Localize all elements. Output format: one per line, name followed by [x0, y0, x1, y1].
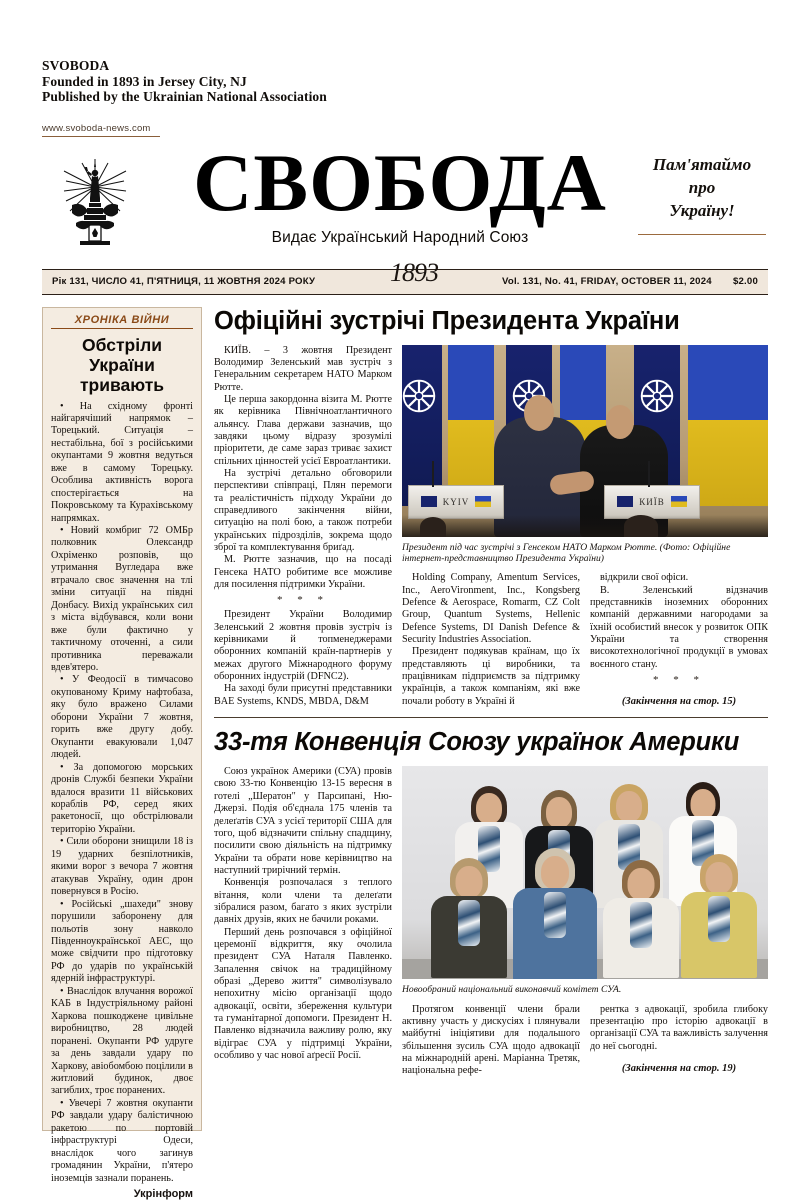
story2-lower-columns [402, 1004, 768, 1078]
story-presidential-meetings [214, 307, 768, 709]
sidebar-bullet: • Сили оборони знищили 18 із 19 ударних безпілотників, якими ворог з вечора 7 жовтня атакував Україну, один дрон повернувся в Росію. [51, 836, 193, 898]
story1-para: КИЇВ. – 3 жовтня Президент Володимир Зеленський мав зустріч з Генеральним секретарем НАТО Марком Рютте. [214, 344, 392, 393]
story1-jump-line: (Закінчення на стор. 15) [621, 696, 737, 708]
sidebar-body [51, 401, 193, 1186]
podium-left [408, 485, 504, 519]
story1-column-2 [402, 572, 580, 708]
sidebar-bullet: • За допомогою морських дронів Службі безпеки України вдалося вразити 11 військових кораблів РФ, серед яких ракетоносії, що обстрілювали територію України. [51, 761, 193, 835]
story2-para: Перший день розпочався з офіційної церемонії відкриття, яку очолила президент СУА Наталя Павленко. Запалення свічок на традиційному образі „Дерево життя" символізувало непохитну місію організації щодо адвокації, освіти, збереження культури та гуманітарної допомоги. Президент Н. Павленко відзначила важливу ролю, яку відіграє СУА у підтримці України, особливо у час нової аґресії Росії. [214, 926, 392, 1062]
story2-column-3 [590, 1004, 768, 1078]
masthead-nameplate [160, 136, 640, 247]
story1-photo-caption: Президент під час зустрічі з Генсеком НАТО Марком Рютте. (Фото: Офіційне інтернет-представництво Президента України) [402, 541, 731, 564]
podium-right [604, 485, 700, 519]
sidebar-bullet: • У Феодосії в тимчасово окупованому Криму нафтобаза, яку було вражено Силами оборони України 7 жовтня, горить вже другу добу. Окупанти евакуювали 1,047 людей. [51, 674, 193, 761]
story-suа-convention [214, 728, 768, 1077]
story1-para: Президент України Володимир Зеленський 2 жовтня провів зустріч із керівниками й топменеджерами оборонних компаній країн-партнерів у межах другого Міжнародного форуму оборонних індустрій (DFNC2). [214, 609, 392, 683]
masthead [42, 136, 768, 265]
issue-price: $2.00 [732, 276, 758, 287]
story2-para: Союз українок Америки (СУА) провів свою 33-тю Конвенцію 13-15 вересня в готелі „Шератон" у Парсипані, Ню-Джерзі. Подія об'єднала 175 членів та делеґатів СУА з усієї території США для того, щоб відзначити спільну спадщину, посилити свою діяльність на підтримку України та обрати нове керівництво на наступний трирічний термін. [214, 766, 392, 876]
publication-founded: Founded in 1893 in Jersey City, NJ [42, 73, 247, 89]
story-divider [214, 717, 768, 718]
slogan-divider [638, 234, 766, 235]
sidebar-bullet: • На східному фронті найгарячіший напрямок – Торецький. Ситуація – нестабільна, бої з російськими окупантами 9 жовтня ведуться вже в самому Торецьку. Особлива активність ворога спостерігається на Покровському та Курахівському напрямках. [51, 400, 193, 524]
masthead-slogan [638, 153, 766, 235]
main-stories [214, 307, 768, 1078]
story1-photo-and-columns [402, 345, 768, 709]
story1-para: В. Зеленський відзначив представників іноземних оборонних компаній державними нагородами за їхній особистий внесок у розвиток ОПК України та створення високотехнологічної продукції в умовах воєнного стану. [590, 584, 768, 670]
story2-photo-caption: Новообраний національний виконавчий комітет СУА. [402, 984, 622, 996]
issue-info-bar [42, 257, 768, 295]
section-break-stars: * * * [653, 674, 705, 687]
masthead-subtitle: Видає Український Народний Союз [271, 228, 529, 246]
publication-publisher: Published by the Ukrainian National Association [42, 89, 327, 104]
story2-photo-and-columns [402, 766, 768, 1077]
website-url[interactable]: www.svoboda-news.com [42, 123, 160, 137]
story1-para: Президент подякував країнам, що їх представляють ці виробники, та працівникам підприємств за підтримку українців, а також компаніям, які вже почали роботу в Україні й [402, 646, 580, 707]
story1-headline: Офіційні зустрічі Президента України [214, 306, 680, 335]
story1-para: Це перша закордонна візита М. Рютте як керівника Північноатлантичного альянсу. Глава держави зазначив, що завдяки цьому відразу зрозумілі пріоритети, де саме зараз триває захист спільних цінностей усієї Евроатлантики. [214, 393, 392, 467]
story1-para: На зустрічі детально обговорили перспективи співпраці, Плян перемоги та реалістичність підходу України до справедливого закінчення війни, ситуацію на полі бою, а також потреби українських підрозділів, зокрема щодо зброї та комплектування бриґад. [214, 467, 392, 553]
publication-name: SVOBODA [42, 58, 110, 73]
sidebar-kicker: ХРОНІКА ВІЙНИ [51, 314, 193, 329]
sidebar-bullet: • Новий комбриг 72 ОМБр полковник Олександр Охріменко розповів, що утримання Вугледара вже втрачало своє значення на тлі зміни ситуації на півдні Донбасу. Вихід українських сил з міста відбувався, коли вони вже були фактично у тактичному оточенні, а сили противника переважали вдев'ятеро. [51, 525, 193, 674]
sidebar-bullet: • Російські „шахеди" знову порушили заборонену для польотів зону навколо Південноукраїнської АЕС, що може свідчити про підготовку РФ до ударів по українській ядерній інфраструктурі. [51, 898, 193, 985]
story2-para: Протягом конвенції члени брали активну участь у дискусіях і плянували майбутні ініціятиви для подальшого збільшення зусиль СУА щодо адвокації на міжнародній арені. Маріанна Третяк, національна рефе- [402, 1003, 580, 1077]
story1-column-3 [590, 572, 768, 708]
slogan-line-3: Україну! [669, 200, 735, 220]
podium-right-label: КИЇВ [639, 496, 665, 507]
publication-identity-block [0, 0, 810, 105]
section-break-stars: * * * [277, 594, 329, 607]
story2-column-2 [402, 1004, 580, 1078]
war-chronicle-sidebar [42, 307, 202, 1200]
suа-national-executive-committee-photo [402, 766, 768, 979]
story2-headline: 33-тя Конвенція Союзу українок Америки [214, 728, 740, 757]
slogan-line-1: Пам'ятаймо [652, 154, 752, 174]
story2-jump-line: (Закінчення на стор. 19) [621, 1062, 737, 1074]
story1-para: На заході були присутні представники BAE Systems, KNDS, MBDA, D&M [214, 683, 392, 707]
issue-info-english: Vol. 131, No. 41, FRIDAY, OCTOBER 11, 2024 [502, 276, 712, 287]
sidebar-bullet: • Увечері 7 жовтня окупанти РФ завдали удару балістичною ракетою по портовій інфраструктурі Одеси, внаслідок чого загинув громадянин України, п'ятеро іноземців зазнали поранень. [51, 1097, 193, 1184]
zelensky-rutte-handshake-photo [402, 345, 768, 537]
slogan-line-2: про [688, 177, 716, 197]
sidebar-bullet: • Внаслідок влучання ворожої КАБ в Індустріяльному районі Харкова пошкоджене цивільне виробництво, 28 людей поранені. Окупанти РФ удруге за день завдали удару по Харкову, авіобомбою поцілили в житловий будинок, двоє загиблих, троє поранених. [51, 985, 193, 1097]
story1-lower-columns [402, 572, 768, 708]
sidebar-headline: Обстріли України тривають [79, 334, 165, 395]
story1-para: Holding Company, Amentum Services, Inc., AeroVironment, Inc., Kongsberg Defence & Aerospace, Romarm, CZ Colt Group, Quantum Systems, Hellenic Defence Systems, DI Danish Defence & Security Industries Association. [402, 572, 580, 646]
story1-columns [214, 345, 768, 709]
masthead-title: СВОБОДА [193, 136, 607, 228]
story2-para: рентка з адвокації, зробила глибоку презентацію про історію адвокації в організації СУА та важливість залучення до неї сьогодні. [590, 1003, 768, 1052]
story1-para: М. Рютте зазначив, що на посаді Генсека НАТО робитиме все можливе для посилення підтримки України. [214, 554, 392, 591]
podium-left-label: KYIV [442, 496, 470, 507]
story2-columns [214, 766, 768, 1077]
story1-column-1 [214, 345, 392, 709]
story2-column-1 [214, 766, 392, 1077]
story2-para: Конвенція розпочалася з теплого вітання, коли члени та делеґати зібралися разом, багато з яких зустріли давніх друзів, яких не бачили роками. [214, 877, 392, 926]
story1-para: відкрили свої офіси. [600, 572, 689, 584]
sidebar-source-credit: Укрінформ [133, 1188, 193, 1200]
statue-of-liberty-emblem [56, 153, 134, 249]
founding-year-script: 1893 [390, 257, 438, 287]
issue-info-ukrainian: Рік 131, ЧИСЛО 41, П'ЯТНИЦЯ, 11 ЖОВТНЯ 2024 РОКУ [52, 276, 316, 287]
